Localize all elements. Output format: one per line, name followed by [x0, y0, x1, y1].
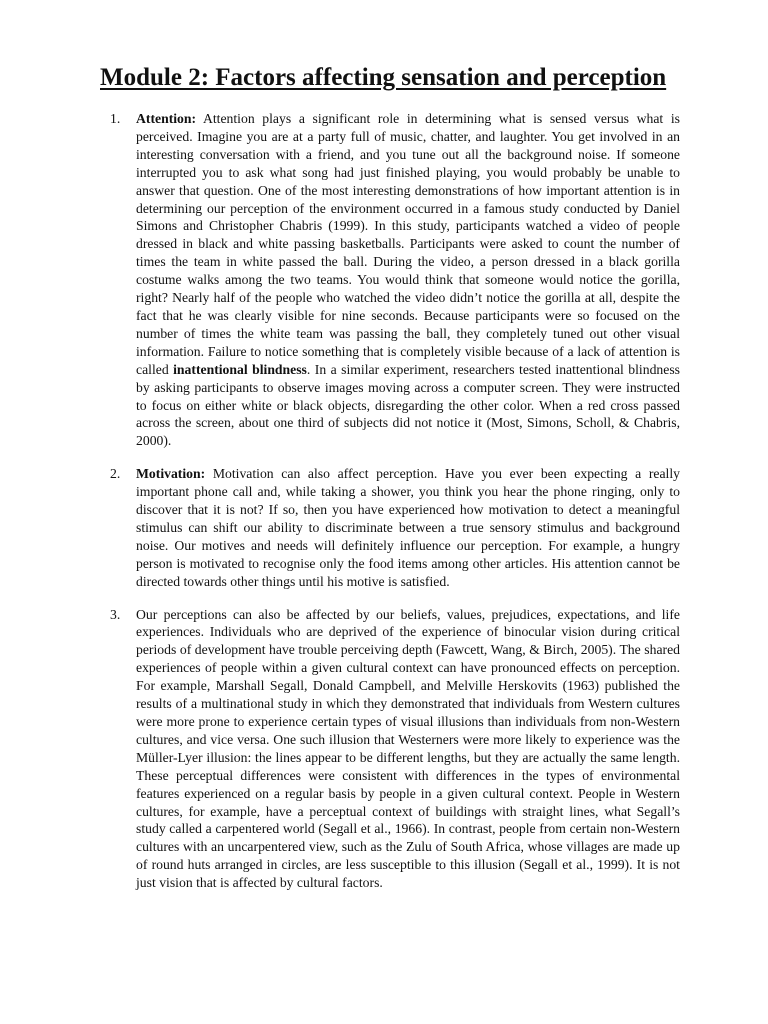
- factor-list: [100, 110, 680, 892]
- item-text: Attention plays a significant role in determining what is sensed versus what is perceived. Imagine you are at a party full of music, chatter, and laughter. You get involved in an interesting conversation with a friend, and you tune out all the background noise. If someone interrupted you to ask what song had just finished playing, you would probably be unable to answer that question. One of the most interesting demonstrations of how important attention is in determining our perception of the environment occurred in a famous study conducted by Daniel Simons and Christopher Chabris (1999). In this study, participants watched a video of people dressed in black and white passing basketballs. Participants were asked to count the number of times the team in white passed the ball. During the video, a person dressed in a black gorilla costume walks among the two teams. You would think that someone would notice the gorilla, right? Nearly half of the people who watched the video didn’t notice the gorilla at all, despite the fact that he was clearly visible for nine seconds. Because participants were so focused on the number of times the white team was passing the ball, they completely tuned out other visual information. Failure to notice something that is completely visible because of a lack of attention is called: [136, 111, 680, 377]
- item-number: 1.: [110, 111, 121, 126]
- list-item-beliefs-culture: [100, 606, 680, 893]
- item-text-continued: . In a similar experiment, researchers tested inattentional blindness by asking participants to observe images moving across a computer screen. They were instructed to focus on either white or black objects, disregarding the other color. When a red cross passed across the screen, about one third of subjects did not notice it (Most, Simons, Scholl, & Chabris, 2000).: [136, 361, 680, 449]
- item-heading: Motivation:: [136, 466, 206, 482]
- item-number: 2.: [110, 466, 121, 482]
- list-item-motivation: [100, 465, 680, 590]
- page-title: Module 2: Factors affecting sensation and perception: [100, 64, 667, 91]
- key-term: inattentional blindness: [173, 361, 307, 377]
- item-text: Motivation can also affect perception. Have you ever been expecting a really important phone call and, while taking a shower, you think you hear the phone ringing, only to discover that it is not? If so, then you have experienced how motivation to detect a meaningful stimulus can shift our ability to discriminate between a true sensory stimulus and background noise. Our motives and needs will definitely influence our perception. For example, a hungry person is motivated to recognise only the food items among other articles. His attention cannot be directed towards other things until his motive is satisfied.: [136, 466, 680, 589]
- item-heading: Attention:: [136, 111, 197, 126]
- list-item-attention: [100, 110, 680, 450]
- item-number: 3.: [110, 606, 121, 622]
- item-text: Our perceptions can also be affected by our beliefs, values, prejudices, expectations, and life experiences. Individuals who are deprived of the experience of binocular vision during critical periods of development have trouble perceiving depth (Fawcett, Wang, & Birch, 2005). The shared experiences of people within a given cultural context can have pronounced effects on perception. For example, Marshall Segall, Donald Campbell, and Melville Herskovits (1963) published the results of a multinational study in which they demonstrated that individuals from Western cultures were more prone to experience certain types of visual illusions than individuals from non-Western cultures, and vice versa. One such illusion that Westerners were more likely to experience was the Müller-Lyer illusion: the lines appear to be different lengths, but they are actually the same length. These perceptual differences were consistent with differences in the types of environmental features experienced on a regular basis by people in a given cultural context. People in Western cultures, for example, have a perceptual context of buildings with straight lines, what Segall’s study called a carpentered world (Segall et al., 1966). In contrast, people from certain non-Western cultures with an uncarpentered view, such as the Zulu of South Africa, whose villages are made up of round huts arranged in circles, are less susceptible to this illusion (Segall et al., 1999). It is not just vision that is affected by cultural factors.: [136, 606, 680, 891]
